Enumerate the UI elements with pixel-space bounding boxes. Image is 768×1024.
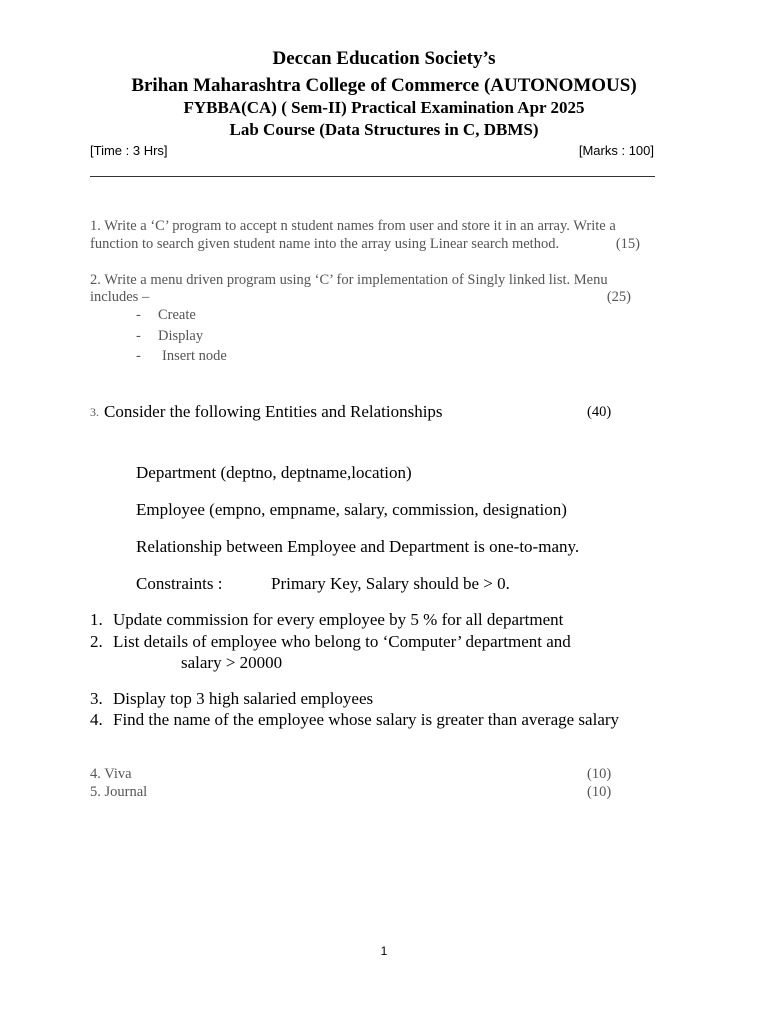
q1-marks: (15) — [615, 236, 640, 252]
query-number: 4. — [90, 710, 103, 729]
page-number: 1 — [380, 944, 388, 958]
constraints-label: Constraints : — [136, 574, 223, 593]
q1-line2: function to search given student name into the array using Linear search method. — [90, 236, 560, 252]
q2-marks: (25) — [606, 289, 631, 305]
constraints-value: Primary Key, Salary should be > 0. — [271, 574, 510, 593]
header-divider — [90, 176, 655, 177]
query-text: Update commission for every employee by 5 % for all department — [113, 610, 564, 629]
q5-marks: (10) — [587, 784, 612, 800]
marks-label: [Marks : 100] — [578, 143, 654, 158]
relationship-text: Relationship between Employee and Department is one-to-many. — [136, 537, 580, 556]
college-name: Brihan Maharashtra College of Commerce (AUTONOMOUS) — [131, 75, 637, 96]
q3-title: Consider the following Entities and Relationships — [104, 402, 443, 421]
q5-label: 5. Journal — [90, 784, 148, 800]
query-text: Find the name of the employee whose salary is greater than average salary — [113, 710, 620, 729]
bullet-dash: - — [136, 328, 141, 344]
q4-marks: (10) — [587, 766, 612, 782]
q3-marks: (40) — [587, 404, 612, 420]
query-text-continued: salary > 20000 — [181, 653, 283, 672]
q2-line1: 2. Write a menu driven program using ‘C’ for implementation of Singly linked list. Menu — [90, 272, 608, 288]
query-number: 2. — [90, 632, 103, 651]
bullet-dash: - — [136, 348, 141, 364]
entity-employee: Employee (empno, empname, salary, commission, designation) — [136, 500, 567, 519]
course-title: Lab Course (Data Structures in C, DBMS) — [229, 120, 539, 139]
q3-number: 3. — [90, 405, 99, 419]
q2-line2: includes – — [90, 289, 150, 305]
q1-line1: 1. Write a ‘C’ program to accept n student names from user and store it in an array. Write a — [90, 218, 616, 234]
menu-item-display: Display — [158, 328, 204, 344]
menu-item-create: Create — [158, 307, 196, 323]
query-number: 3. — [90, 689, 103, 708]
q4-label: 4. Viva — [90, 766, 132, 782]
menu-item-insert-node: Insert node — [162, 348, 227, 364]
query-text: List details of employee who belong to ‘Computer’ department and — [113, 632, 571, 651]
entity-department: Department (deptno, deptname,location) — [136, 463, 412, 482]
time-label: [Time : 3 Hrs] — [90, 143, 168, 158]
query-number: 1. — [90, 610, 103, 629]
society-name: Deccan Education Society’s — [272, 48, 496, 69]
query-text: Display top 3 high salaried employees — [113, 689, 374, 708]
bullet-dash: - — [136, 307, 141, 323]
exam-title: FYBBA(CA) ( Sem-II) Practical Examination Apr 2025 — [183, 98, 585, 117]
